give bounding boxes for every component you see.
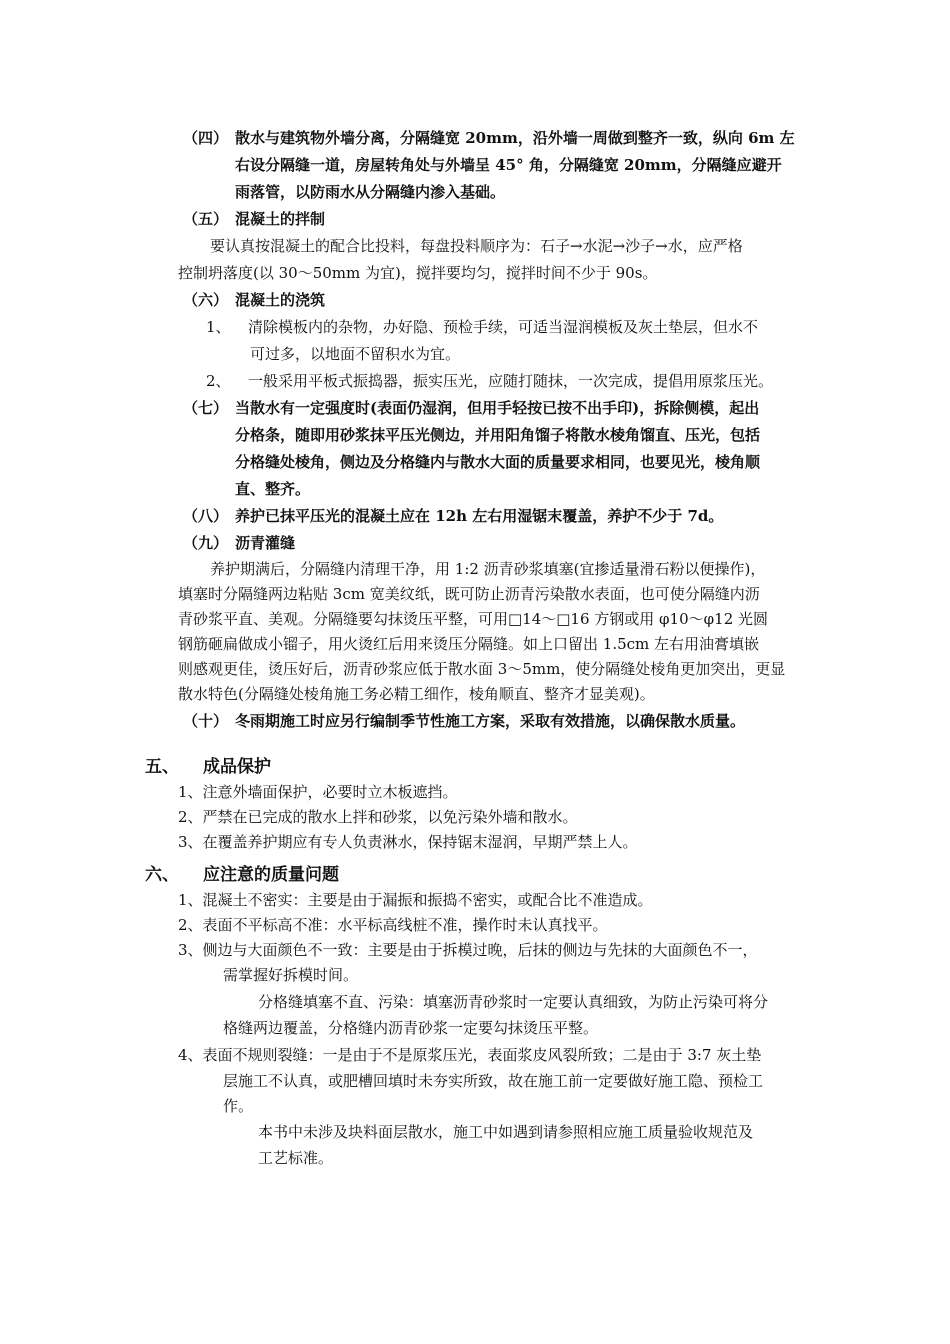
section-5-text-line: 控制坍落度(以 30～50mm 为宜)，搅拌要均匀，搅拌时间不少于 90s。 <box>178 264 658 282</box>
section-9-text-line: 填塞时分隔缝两边粘贴 3cm 宽美纹纸，既可防止沥青污染散水表面，也可使分隔缝内沥 <box>178 585 760 603</box>
section-7-label: （七） <box>183 399 229 417</box>
chapter-6-list-item-continued: 需掌握好拆模时间。 <box>223 966 359 984</box>
chapter-6-list-item: 4、表面不规则裂缝：一是由于不是原浆压光，表面浆皮风裂所致；二是由于 3:7 灰土垫 <box>178 1046 762 1064</box>
section-6-item-1-number: 1、 <box>206 318 231 336</box>
chapter-5-list-item: 3、在覆盖养护期应有专人负责淋水，保持锯末湿润，早期严禁上人。 <box>178 833 638 851</box>
chapter-5-title: 成品保护 <box>203 757 271 777</box>
section-7-text-line: 分格条，随即用砂浆抹平压光侧边，并用阳角馏子将散水棱角馏直、压光，包括 <box>235 426 761 444</box>
section-6-title: 混凝土的浇筑 <box>235 291 326 309</box>
section-6-item-1-text: 清除模板内的杂物，办好隐、预检手续，可适当湿润模板及灰土垫层，但水不 <box>248 318 759 336</box>
section-9-text-line: 钢筋砸扁做成小镏子，用火烫红后用来烫压分隔缝。如上口留出 1.5cm 左右用油膏填嵌 <box>178 635 760 653</box>
section-5-text-line: 要认真按混凝土的配合比投料，每盘投料顺序为：石子→水泥→沙子→水，应严格 <box>210 237 743 255</box>
chapter-6-list-item-continued: 作。 <box>223 1097 254 1115</box>
section-5-title: 混凝土的拌制 <box>235 210 326 228</box>
section-6-label: （六） <box>183 291 229 309</box>
section-9-text-line: 养护期满后，分隔缝内清理干净，用 1:2 沥青砂浆填塞(宜掺适量滑石粉以便操作)， <box>210 560 766 578</box>
section-10-text: 冬雨期施工时应另行编制季节性施工方案，采取有效措施，以确保散水质量。 <box>235 712 746 730</box>
chapter-6-note-line: 工艺标准。 <box>258 1149 334 1167</box>
section-4-text-line: 雨落管，以防雨水从分隔缝内渗入基础。 <box>235 183 506 201</box>
section-8-label: （八） <box>183 507 229 525</box>
chapter-6-title: 应注意的质量问题 <box>203 865 339 885</box>
section-6-item-1-text: 可过多，以地面不留积水为宜。 <box>250 345 461 363</box>
section-7-text-line: 当散水有一定强度时(表面仍湿润，但用手轻按已按不出手印)，拆除侧模，起出 <box>235 399 760 417</box>
section-9-text-line: 散水特色(分隔缝处棱角施工务必精工细作，棱角顺直、整齐才显美观)。 <box>178 685 655 703</box>
chapter-5-list-item: 1、注意外墙面保护，必要时立木板遮挡。 <box>178 783 458 801</box>
section-8-text: 养护已抹平压光的混凝土应在 12h 左右用湿锯末覆盖，养护不少于 7d。 <box>235 507 724 525</box>
chapter-6-paragraph-line: 格缝两边覆盖，分格缝内沥青砂浆一定要勾抹烫压平整。 <box>223 1019 599 1037</box>
section-6-item-2-text: 一般采用平板式振捣器，振实压光，应随打随抹，一次完成，提倡用原浆压光。 <box>248 372 774 390</box>
chapter-6-list-item: 1、混凝土不密实：主要是由于漏振和振捣不密实，或配合比不准造成。 <box>178 891 653 909</box>
section-9-text-line: 则感观更佳，烫压好后，沥青砂浆应低于散水面 3～5mm，使分隔缝处棱角更加突出，更显 <box>178 660 786 678</box>
chapter-5-list-item: 2、严禁在已完成的散水上拌和砂浆，以免污染外墙和散水。 <box>178 808 578 826</box>
section-5-label: （五） <box>183 210 229 228</box>
chapter-6-list-item: 3、侧边与大面颜色不一致：主要是由于拆模过晚，后抹的侧边与先抹的大面颜色不一， <box>178 941 758 959</box>
chapter-6-paragraph-line: 分格缝填塞不直、污染：填塞沥青砂浆时一定要认真细致，为防止污染可将分 <box>258 993 769 1011</box>
section-6-item-2-number: 2、 <box>206 372 231 390</box>
section-9-label: （九） <box>183 534 229 552</box>
section-9-title: 沥青灌缝 <box>235 534 296 552</box>
chapter-5-number: 五、 <box>145 757 179 777</box>
chapter-6-note-line: 本书中未涉及块料面层散水，施工中如遇到请参照相应施工质量验收规范及 <box>258 1123 754 1141</box>
chapter-6-number: 六、 <box>145 865 179 885</box>
section-4-text-line: 右设分隔缝一道，房屋转角处与外墙呈 45° 角，分隔缝宽 20mm，分隔缝应避开 <box>235 156 782 174</box>
section-10-label: （十） <box>183 712 229 730</box>
chapter-6-list-item-continued: 层施工不认真，或肥槽回填时未夯实所致，故在施工前一定要做好施工隐、预检工 <box>223 1072 764 1090</box>
section-7-text-line: 分格缝处棱角，侧边及分格缝内与散水大面的质量要求相同，也要见光，棱角顺 <box>235 453 761 471</box>
section-4-text-line: 散水与建筑物外墙分离，分隔缝宽 20mm，沿外墙一周做到整齐一致，纵向 6m 左 <box>235 129 795 147</box>
chapter-6-list-item: 2、表面不平标高不准：水平标高线桩不准，操作时未认真找平。 <box>178 916 608 934</box>
section-9-text-line: 青砂浆平直、美观。分隔缝要勾抹烫压平整，可用□14～□16 方钢或用 φ10～φ12 光圆 <box>178 610 769 628</box>
section-7-text-line: 直、整齐。 <box>235 480 311 498</box>
section-4-label: （四） <box>183 129 229 147</box>
